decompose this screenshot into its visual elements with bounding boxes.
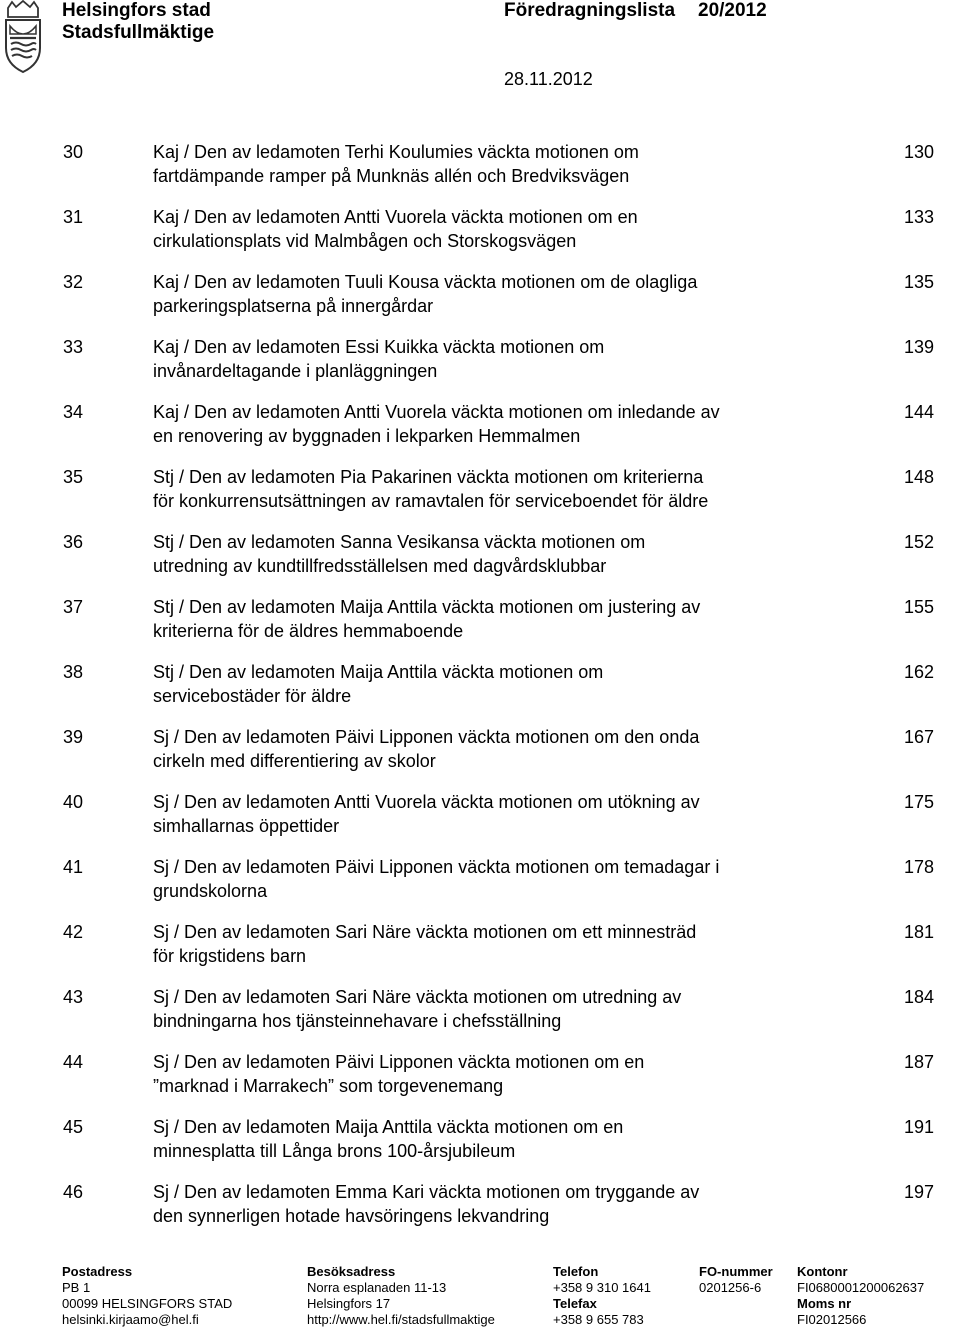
agenda-item-title-line: Stj / Den av ledamoten Pia Pakarinen väckta motionen om kriterierna xyxy=(153,467,704,487)
footer-besoksadress xyxy=(307,1264,495,1328)
agenda-item-title[interactable] xyxy=(153,335,833,383)
agenda-item-title[interactable] xyxy=(153,985,833,1033)
agenda-item-title-line: Kaj / Den av ledamoten Tuuli Kousa väckta motionen om de olagliga xyxy=(153,272,698,292)
footer-fo-nummer xyxy=(699,1264,773,1296)
agenda-item-title[interactable] xyxy=(153,400,833,448)
agenda-item-title-line: utredning av kundtillfredsställelsen med dagvårdsklubbar xyxy=(153,556,607,576)
agenda-item-title[interactable] xyxy=(153,205,833,253)
agenda-item-title-line: Kaj / Den av ledamoten Terhi Koulumies väckta motionen om xyxy=(153,142,639,162)
footer-telefax-value: +358 9 655 783 xyxy=(553,1312,644,1327)
agenda-item-page-number: 144 xyxy=(904,402,935,422)
agenda-item-title-line: Sj / Den av ledamoten Emma Kari väckta motionen om tryggande av xyxy=(153,1182,700,1202)
agenda-item-number: 35 xyxy=(63,467,84,487)
agenda-item-title-line: invånardeltagande i planläggningen xyxy=(153,361,438,381)
agenda-item-title-line: Sj / Den av ledamoten Maija Anttila väckta motionen om en xyxy=(153,1117,624,1137)
agenda-item xyxy=(0,465,960,530)
agenda-item-number: 30 xyxy=(63,142,84,162)
agenda-item-title-line: Kaj / Den av ledamoten Antti Vuorela väckta motionen om en xyxy=(153,207,638,227)
agenda-item-title-line: för konkurrensutsättningen av ramavtalen för serviceboendet för äldre xyxy=(153,491,709,511)
agenda-item xyxy=(0,660,960,725)
header-date: 28.11.2012 xyxy=(504,69,593,89)
agenda-item-page-number: 197 xyxy=(904,1182,935,1202)
footer-telefon-value: +358 9 310 1641 xyxy=(553,1280,651,1295)
agenda-item-page-number: 152 xyxy=(904,532,935,552)
agenda-item-title-line: kriterierna för de äldres hemmaboende xyxy=(153,621,464,641)
agenda-item-number: 32 xyxy=(63,272,84,292)
footer-fo-nummer-value: 0201256-6 xyxy=(699,1280,762,1295)
footer-postadress-heading: Postadress xyxy=(62,1264,133,1279)
agenda-item-title-line: Stj / Den av ledamoten Sanna Vesikansa väckta motionen om xyxy=(153,532,646,552)
agenda-item-page-number: 178 xyxy=(904,857,935,877)
agenda-item-title-line: cirkeln med differentiering av skolor xyxy=(153,751,436,771)
agenda-item xyxy=(0,1115,960,1180)
agenda-item-title[interactable] xyxy=(153,595,833,643)
footer-postadress xyxy=(62,1264,232,1328)
agenda-item xyxy=(0,205,960,270)
agenda-item-title[interactable] xyxy=(153,140,833,188)
header-department: Stadsfullmäktige xyxy=(62,22,215,43)
agenda-item-page-number: 148 xyxy=(904,467,935,487)
agenda-item-title[interactable] xyxy=(153,855,833,903)
agenda-item-page-number: 191 xyxy=(904,1117,935,1137)
agenda-item-number: 43 xyxy=(63,987,84,1007)
agenda-item-number: 37 xyxy=(63,597,84,617)
agenda-item xyxy=(0,400,960,465)
agenda-item-title[interactable] xyxy=(153,530,833,578)
agenda-item-number: 33 xyxy=(63,337,84,357)
footer-postadress-line: PB 1 xyxy=(62,1280,91,1295)
agenda-item xyxy=(0,790,960,855)
agenda-item-page-number: 175 xyxy=(904,792,935,812)
footer-email-link[interactable]: helsinki.kirjaamo@hel.fi xyxy=(62,1312,199,1327)
agenda-item xyxy=(0,855,960,920)
agenda-item-title-line: Sj / Den av ledamoten Päivi Lipponen väckta motionen om den onda xyxy=(153,727,700,747)
footer-moms-heading: Moms nr xyxy=(797,1296,852,1311)
agenda-item-page-number: 162 xyxy=(904,662,935,682)
agenda-item-number: 40 xyxy=(63,792,84,812)
agenda-item-title[interactable] xyxy=(153,920,833,968)
agenda-item xyxy=(0,335,960,400)
agenda-item-page-number: 184 xyxy=(904,987,935,1007)
agenda-item xyxy=(0,985,960,1050)
footer-telefax-heading: Telefax xyxy=(553,1296,597,1311)
footer-kontonr xyxy=(797,1264,924,1328)
agenda-item xyxy=(0,595,960,660)
agenda-item-title-line: servicebostäder för äldre xyxy=(153,686,352,706)
footer-besoksadress-line: Helsingfors 17 xyxy=(307,1296,391,1311)
agenda-item-title-line: Sj / Den av ledamoten Päivi Lipponen väckta motionen om en xyxy=(153,1052,645,1072)
footer-telefon-heading: Telefon xyxy=(553,1264,599,1279)
footer-fo-nummer-heading: FO-nummer xyxy=(699,1264,773,1279)
agenda-item-page-number: 139 xyxy=(904,337,935,357)
footer-moms-value: FI02012566 xyxy=(797,1312,867,1327)
agenda-item-page-number: 130 xyxy=(904,142,935,162)
agenda-item-title-line: den synnerligen hotade havsöringens lekvandring xyxy=(153,1206,550,1226)
agenda-item xyxy=(0,140,960,205)
agenda-item-title-line: grundskolorna xyxy=(153,881,268,901)
agenda-item-number: 42 xyxy=(63,922,84,942)
agenda-item-title-line: Kaj / Den av ledamoten Essi Kuikka väckta motionen om xyxy=(153,337,605,357)
agenda-item-title[interactable] xyxy=(153,465,833,513)
footer-website-link[interactable]: http://www.hel.fi/stadsfullmaktige xyxy=(307,1312,495,1327)
agenda-item-title[interactable] xyxy=(153,270,833,318)
footer-telefon xyxy=(553,1264,651,1328)
agenda-item xyxy=(0,725,960,790)
agenda-item-title-line: minnesplatta till Långa brons 100-årsjubileum xyxy=(153,1141,516,1161)
agenda-item-page-number: 133 xyxy=(904,207,935,227)
footer-besoksadress-heading: Besöksadress xyxy=(307,1264,396,1279)
agenda-item xyxy=(0,270,960,335)
footer-besoksadress-line: Norra esplanaden 11-13 xyxy=(307,1280,447,1295)
agenda-item-number: 38 xyxy=(63,662,84,682)
agenda-item-number: 36 xyxy=(63,532,84,552)
agenda-item-title-line: parkeringsplatserna på innergårdar xyxy=(153,296,434,316)
agenda-item-title-line: fartdämpande ramper på Munknäs allén och Bredviksvägen xyxy=(153,166,630,186)
agenda-item-number: 44 xyxy=(63,1052,84,1072)
helsinki-coat-of-arms-logo xyxy=(0,0,46,74)
agenda-item-title-line: för krigstidens barn xyxy=(153,946,307,966)
footer-kontonr-value: FI0680001200062637 xyxy=(797,1280,925,1295)
agenda-item-title-line: Sj / Den av ledamoten Sari Näre väckta motionen om utredning av xyxy=(153,987,682,1007)
agenda-item-title-line: Stj / Den av ledamoten Maija Anttila väckta motionen om justering av xyxy=(153,597,701,617)
agenda-item-title[interactable] xyxy=(153,725,833,773)
agenda-item xyxy=(0,1180,960,1245)
footer-kontonr-heading: Kontonr xyxy=(797,1264,848,1279)
agenda-item-title[interactable] xyxy=(153,1180,833,1228)
agenda-item xyxy=(0,1050,960,1115)
agenda-item-title-line: ”marknad i Marrakech” som torgevenemang xyxy=(153,1076,504,1096)
agenda-item-list xyxy=(0,140,960,1245)
agenda-item-title[interactable] xyxy=(153,790,833,838)
agenda-item-title-line: Sj / Den av ledamoten Päivi Lipponen väckta motionen om temadagar i xyxy=(153,857,720,877)
agenda-item-page-number: 187 xyxy=(904,1052,935,1072)
agenda-item-number: 41 xyxy=(63,857,84,877)
agenda-item-title-line: cirkulationsplats vid Malmbågen och Storskogsvägen xyxy=(153,231,577,251)
header-list-title: Föredragningslista xyxy=(504,0,676,21)
agenda-item-page-number: 167 xyxy=(904,727,935,747)
agenda-item-title[interactable] xyxy=(153,1050,833,1098)
agenda-item-number: 34 xyxy=(63,402,84,422)
agenda-item xyxy=(0,530,960,595)
agenda-item-page-number: 135 xyxy=(904,272,935,292)
agenda-item-number: 39 xyxy=(63,727,84,747)
agenda-item-title[interactable] xyxy=(153,1115,833,1163)
agenda-item-title-line: simhallarnas öppettider xyxy=(153,816,340,836)
agenda-item-page-number: 155 xyxy=(904,597,935,617)
agenda-item-title-line: en renovering av byggnaden i lekparken Hemmalmen xyxy=(153,426,581,446)
agenda-item-title-line: bindningarna hos tjänsteinnehavare i chefsställning xyxy=(153,1011,562,1031)
agenda-item-title-line: Sj / Den av ledamoten Sari Näre väckta motionen om ett minnesträd xyxy=(153,922,697,942)
agenda-item-number: 45 xyxy=(63,1117,84,1137)
agenda-item-title-line: Stj / Den av ledamoten Maija Anttila väckta motionen om xyxy=(153,662,604,682)
agenda-item-page-number: 181 xyxy=(904,922,935,942)
header-list-number: 20/2012 xyxy=(698,0,767,21)
agenda-item xyxy=(0,920,960,985)
agenda-item-title[interactable] xyxy=(153,660,833,708)
agenda-item-title-line: Kaj / Den av ledamoten Antti Vuorela väckta motionen om inledande av xyxy=(153,402,720,422)
agenda-item-number: 31 xyxy=(63,207,84,227)
agenda-item-title-line: Sj / Den av ledamoten Antti Vuorela väckta motionen om utökning av xyxy=(153,792,700,812)
header-organization: Helsingfors stad xyxy=(62,0,211,21)
agenda-item-number: 46 xyxy=(63,1182,84,1202)
footer-postadress-line: 00099 HELSINGFORS STAD xyxy=(62,1296,233,1311)
